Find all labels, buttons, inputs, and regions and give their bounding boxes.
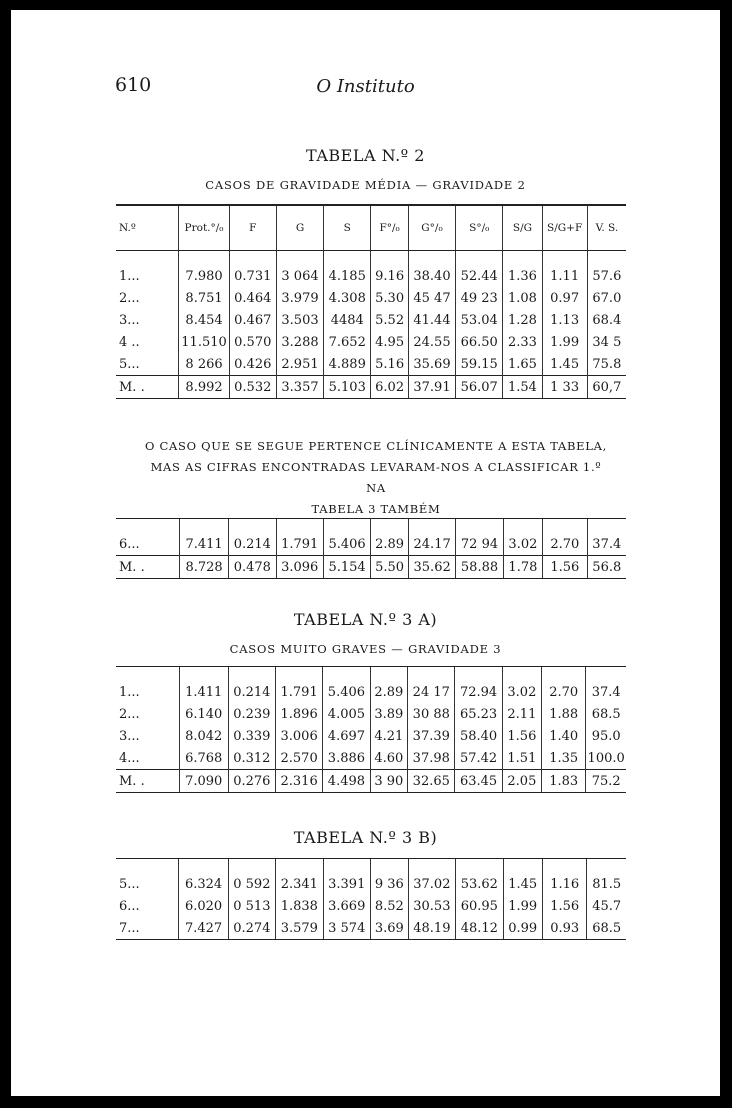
table-cell: 57.6 xyxy=(587,251,626,288)
table-cell: 95.0 xyxy=(586,725,626,747)
table-cell: 34 5 xyxy=(587,331,626,353)
table-cell: 3.006 xyxy=(275,725,322,747)
table3a-subtitle: CASOS MUITO GRAVES — GRAVIDADE 3 xyxy=(229,642,502,656)
table-cell: 6.140 xyxy=(179,703,228,725)
table-cell: 35.62 xyxy=(408,556,455,579)
table-cell: 3.391 xyxy=(323,859,370,896)
table-cell: 0 513 xyxy=(228,895,275,917)
row-label: 7... xyxy=(116,917,179,940)
table-cell: 2.89 xyxy=(370,667,408,704)
table-row xyxy=(116,519,626,556)
note-line-3: TABELA 3 TAMBÉM xyxy=(311,502,441,516)
table-cell: 60,7 xyxy=(587,376,626,399)
table-cell: 2.316 xyxy=(275,770,322,793)
table-cell: 63.45 xyxy=(455,770,502,793)
table-cell: 2.89 xyxy=(371,519,409,556)
table-cell: 1 33 xyxy=(542,376,587,399)
table-cell: 75.2 xyxy=(586,770,626,793)
table-cell: 3.357 xyxy=(276,376,323,399)
table-cell: 1.16 xyxy=(542,859,587,896)
table-cell: 5.154 xyxy=(323,556,370,579)
table-cell: 2.33 xyxy=(503,331,542,353)
table-cell: 7.411 xyxy=(180,519,229,556)
table-row xyxy=(116,667,626,704)
table-cell: 75.8 xyxy=(587,353,626,376)
table-cell: 2.05 xyxy=(502,770,541,793)
column-header: S/G+F xyxy=(542,205,587,251)
table-row xyxy=(116,895,626,917)
table-cell: 35.69 xyxy=(408,353,455,376)
row-label: 1... xyxy=(116,667,179,704)
table-cell: 1.36 xyxy=(503,251,542,288)
table-cell: 7.427 xyxy=(179,917,228,940)
table-row xyxy=(116,331,626,353)
table-cell: 4.005 xyxy=(323,703,370,725)
table-cell: 37.4 xyxy=(587,519,626,556)
table-cell: 0.276 xyxy=(228,770,275,793)
table-cell: 45 47 xyxy=(408,287,455,309)
table-cell: 4484 xyxy=(324,309,371,331)
table-row xyxy=(116,770,626,793)
table-cell: 0.97 xyxy=(542,287,587,309)
table-cell: 2.570 xyxy=(275,747,322,770)
row-label: 5... xyxy=(116,859,179,896)
table-cell: 45.7 xyxy=(587,895,626,917)
table-cell: 52.44 xyxy=(456,251,503,288)
table-cell: 1.791 xyxy=(275,667,322,704)
table-cell: 0.426 xyxy=(229,353,276,376)
table-cell: 56.8 xyxy=(587,556,626,579)
table-cell: 59.15 xyxy=(456,353,503,376)
table-cell: 1.08 xyxy=(503,287,542,309)
table-cell: 53.62 xyxy=(456,859,503,896)
table-cell: 1.838 xyxy=(276,895,323,917)
table-cell: 1.99 xyxy=(503,895,542,917)
column-header: G xyxy=(276,205,323,251)
table-cell: 1.99 xyxy=(542,331,587,353)
table-cell: 4.60 xyxy=(370,747,408,770)
table-cell: 2.341 xyxy=(276,859,323,896)
table-cell: 5.16 xyxy=(371,353,409,376)
row-label: 1... xyxy=(119,268,140,284)
table-cell: 4.308 xyxy=(324,287,371,309)
table-cell: 0.339 xyxy=(228,725,275,747)
table-cell: 3.69 xyxy=(370,917,408,940)
table-cell: 4.697 xyxy=(323,725,370,747)
table-cell: 2.70 xyxy=(543,519,587,556)
table-cell: 67.0 xyxy=(587,287,626,309)
table-cell: 37.4 xyxy=(586,667,626,704)
table-row xyxy=(116,376,626,399)
table-cell: 72 94 xyxy=(456,519,503,556)
table3b xyxy=(116,858,626,940)
table-cell: 3.979 xyxy=(276,287,323,309)
table-cell: 0.93 xyxy=(542,917,587,940)
table-cell: 6.02 xyxy=(371,376,409,399)
table-cell: 7.652 xyxy=(324,331,371,353)
table-cell: 5.406 xyxy=(323,519,370,556)
column-header: F xyxy=(229,205,276,251)
table2-subtitle: CASOS DE GRAVIDADE MÉDIA — GRAVIDADE 2 xyxy=(205,178,526,192)
column-header: S xyxy=(324,205,371,251)
table-row xyxy=(116,725,626,747)
table-cell: 3 574 xyxy=(323,917,370,940)
table-cell: 0.478 xyxy=(229,556,276,579)
table-cell: 65.23 xyxy=(455,703,502,725)
table-cell: 58.40 xyxy=(455,725,502,747)
table-extra xyxy=(116,518,626,579)
table-cell: 4.21 xyxy=(370,725,408,747)
row-label: 2... xyxy=(119,290,140,306)
table-cell: 0.214 xyxy=(229,519,276,556)
table-cell: 6.324 xyxy=(179,859,228,896)
table3b-title: TABELA N.º 3 B) xyxy=(293,828,438,847)
table-row xyxy=(116,917,626,940)
row-label: 6... xyxy=(116,519,180,556)
table-cell: 37.98 xyxy=(408,747,455,770)
table-cell: 4.889 xyxy=(324,353,371,376)
row-label: 3... xyxy=(119,312,140,328)
table-cell: 8.454 xyxy=(179,309,229,331)
row-label: 4... xyxy=(119,750,140,766)
note-paragraph xyxy=(141,436,611,520)
table-cell: 5.50 xyxy=(371,556,409,579)
table-cell: 48.19 xyxy=(408,917,455,940)
table-cell: 11.510 xyxy=(179,331,229,353)
column-header: V. S. xyxy=(587,205,626,251)
table-cell: 8.728 xyxy=(180,556,229,579)
table-cell: 6.020 xyxy=(179,895,228,917)
table-cell: 68.5 xyxy=(587,917,626,940)
table-cell: 56.07 xyxy=(456,376,503,399)
table-row xyxy=(116,703,626,725)
table-cell: 0.312 xyxy=(228,747,275,770)
table2-title: TABELA N.º 2 xyxy=(306,146,425,165)
table-cell: 1.13 xyxy=(542,309,587,331)
table-cell: 5.406 xyxy=(323,667,370,704)
table-cell: 1.51 xyxy=(502,747,541,770)
table-cell: 3.579 xyxy=(276,917,323,940)
table-cell: 0.731 xyxy=(229,251,276,288)
table-cell: 1.45 xyxy=(542,353,587,376)
column-header: G°/₀ xyxy=(408,205,455,251)
table-cell: 57.42 xyxy=(455,747,502,770)
table2 xyxy=(116,204,626,399)
table-cell: 0.239 xyxy=(228,703,275,725)
table-cell: 1.11 xyxy=(542,251,587,288)
row-label: 2... xyxy=(119,706,140,722)
table-cell: 0.274 xyxy=(228,917,275,940)
table-cell: 1.83 xyxy=(542,770,586,793)
page-number: 610 xyxy=(115,74,152,96)
table-cell: 3.89 xyxy=(370,703,408,725)
table-cell: 66.50 xyxy=(456,331,503,353)
table-row xyxy=(116,251,626,288)
table-cell: 1.88 xyxy=(542,703,586,725)
row-label: M. . xyxy=(116,376,179,399)
table-cell: 0 592 xyxy=(228,859,275,896)
table-cell: 1.54 xyxy=(503,376,542,399)
table-cell: 0.99 xyxy=(503,917,542,940)
table-cell: 1.40 xyxy=(542,725,586,747)
table-cell: 2.11 xyxy=(502,703,541,725)
table-cell: 24 17 xyxy=(408,667,455,704)
table-cell: 8.52 xyxy=(370,895,408,917)
table-cell: 72.94 xyxy=(455,667,502,704)
table-cell: 49 23 xyxy=(456,287,503,309)
table-cell: 100.0 xyxy=(586,747,626,770)
table-row xyxy=(116,556,626,579)
table-cell: 1.45 xyxy=(503,859,542,896)
table-cell: 7.090 xyxy=(179,770,228,793)
table-cell: 24.55 xyxy=(408,331,455,353)
table-cell: 81.5 xyxy=(587,859,626,896)
table-cell: 6.768 xyxy=(179,747,228,770)
table-cell: 4.95 xyxy=(371,331,409,353)
table-cell: 7.980 xyxy=(179,251,229,288)
table-cell: 5.52 xyxy=(371,309,409,331)
table-cell: 3.02 xyxy=(502,667,541,704)
table-cell: 3 064 xyxy=(276,251,323,288)
table-cell: 1.56 xyxy=(542,895,587,917)
table3a-title: TABELA N.º 3 A) xyxy=(293,610,438,629)
note-line-1: O CASO QUE SE SEGUE PERTENCE CLÍNICAMENTE A ESTA TABELA, xyxy=(145,439,607,453)
table-cell: 1.28 xyxy=(503,309,542,331)
table-cell: 1.791 xyxy=(276,519,323,556)
table-cell: 2.951 xyxy=(276,353,323,376)
row-label: M. . xyxy=(116,556,180,579)
table-row xyxy=(116,859,626,896)
row-label: 6... xyxy=(119,898,140,914)
table-cell: 68.5 xyxy=(586,703,626,725)
table-cell: 48.12 xyxy=(456,917,503,940)
table-cell: 37.39 xyxy=(408,725,455,747)
table-cell: 37.02 xyxy=(408,859,455,896)
table-cell: 1.896 xyxy=(275,703,322,725)
running-title: O Instituto xyxy=(316,76,415,97)
table-cell: 0.570 xyxy=(229,331,276,353)
table-cell: 8.751 xyxy=(179,287,229,309)
table-cell: 1.65 xyxy=(503,353,542,376)
column-header: S°/₀ xyxy=(456,205,503,251)
table-row xyxy=(116,287,626,309)
table-cell: 53.04 xyxy=(456,309,503,331)
table-cell: 5.30 xyxy=(371,287,409,309)
note-line-2: MAS AS CIFRAS ENCONTRADAS LEVARAM-NOS A CLASSIFICAR 1.º NA xyxy=(150,460,602,495)
table-cell: 4.185 xyxy=(324,251,371,288)
table-cell: 37.91 xyxy=(408,376,455,399)
table-cell: 0.464 xyxy=(229,287,276,309)
table-cell: 8 266 xyxy=(179,353,229,376)
table-cell: 9 36 xyxy=(370,859,408,896)
table-cell: 60.95 xyxy=(456,895,503,917)
column-header: S/G xyxy=(503,205,542,251)
table-cell: 1.35 xyxy=(542,747,586,770)
table-cell: 1.56 xyxy=(543,556,587,579)
column-header: Prot.°/₀ xyxy=(179,205,229,251)
table-cell: 9.16 xyxy=(371,251,409,288)
table-cell: 3.288 xyxy=(276,331,323,353)
table-row xyxy=(116,309,626,331)
column-header: F°/₀ xyxy=(371,205,409,251)
table-cell: 3.669 xyxy=(323,895,370,917)
table-cell: 8.992 xyxy=(179,376,229,399)
table-row xyxy=(116,747,626,770)
row-label: 5... xyxy=(119,356,140,372)
table-cell: 3.503 xyxy=(276,309,323,331)
table-cell: 8.042 xyxy=(179,725,228,747)
table-cell: 1.411 xyxy=(179,667,228,704)
table-cell: 3.886 xyxy=(323,747,370,770)
table-cell: 58.88 xyxy=(456,556,503,579)
row-label: 3... xyxy=(119,728,140,744)
table-cell: 0.532 xyxy=(229,376,276,399)
table-cell: 3.096 xyxy=(276,556,323,579)
table-cell: 41.44 xyxy=(408,309,455,331)
column-header: N.º xyxy=(116,205,179,251)
table-cell: 30 88 xyxy=(408,703,455,725)
table-cell: 1.56 xyxy=(502,725,541,747)
table-cell: 0.467 xyxy=(229,309,276,331)
table-cell: 3 90 xyxy=(370,770,408,793)
table-cell: 0.214 xyxy=(228,667,275,704)
table-cell: 2.70 xyxy=(542,667,586,704)
table-cell: 4.498 xyxy=(323,770,370,793)
row-label: 4 .. xyxy=(119,334,140,350)
table-cell: 30.53 xyxy=(408,895,455,917)
table2-header-row xyxy=(116,205,626,251)
table-row xyxy=(116,353,626,376)
table-cell: 1.78 xyxy=(503,556,542,579)
row-label: M. . xyxy=(116,770,179,793)
table-cell: 68.4 xyxy=(587,309,626,331)
table-cell: 38.40 xyxy=(408,251,455,288)
document-page xyxy=(11,10,720,1096)
table-cell: 24.17 xyxy=(408,519,455,556)
table3a xyxy=(116,666,626,793)
table-cell: 3.02 xyxy=(503,519,542,556)
table-cell: 32.65 xyxy=(408,770,455,793)
table-cell: 5.103 xyxy=(324,376,371,399)
